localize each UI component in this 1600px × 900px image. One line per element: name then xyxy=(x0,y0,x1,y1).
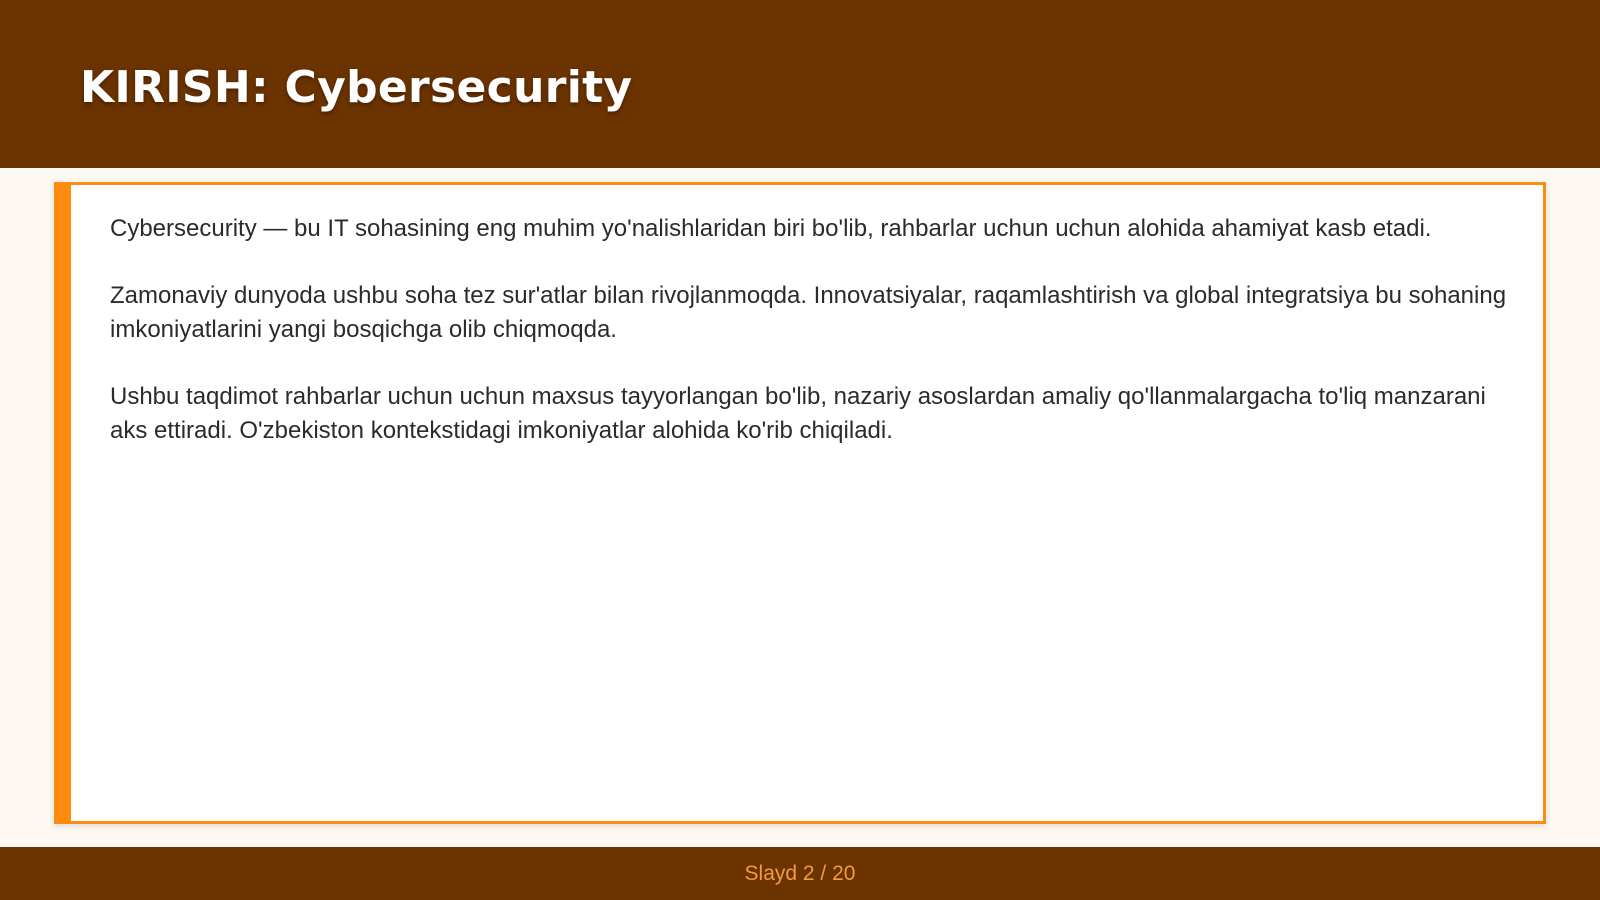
slide-title: KIRISH: Cybersecurity xyxy=(80,62,633,113)
slide-counter: Slayd 2 / 20 xyxy=(744,862,856,885)
paragraph-1: Cybersecurity — bu IT sohasining eng muhim yo'nalishlaridan biri bo'lib, rahbarlar uchun uchun alohida ahamiyat kasb etadi. xyxy=(110,215,1432,242)
content-text xyxy=(110,212,1510,481)
slide-header xyxy=(0,0,1600,168)
slide-footer xyxy=(0,847,1600,900)
paragraph-3: Ushbu taqdimot rahbarlar uchun uchun maxsus tayyorlangan bo'lib, nazariy asoslardan amaliy qo'llanmalargacha to'liq manzarani aks ettiradi. O'zbekiston kontekstidagi imkoniyatlar alohida ko'rib chiqiladi. xyxy=(110,383,1486,444)
paragraph-2: Zamonaviy dunyoda ushbu soha tez sur'atlar bilan rivojlanmoqda. Innovatsiyalar, raqamlashtirish va global integratsiya bu sohaning imkoniyatlarini yangi bosqichga olib chiqmoqda. xyxy=(110,282,1507,343)
content-panel xyxy=(54,182,1546,824)
